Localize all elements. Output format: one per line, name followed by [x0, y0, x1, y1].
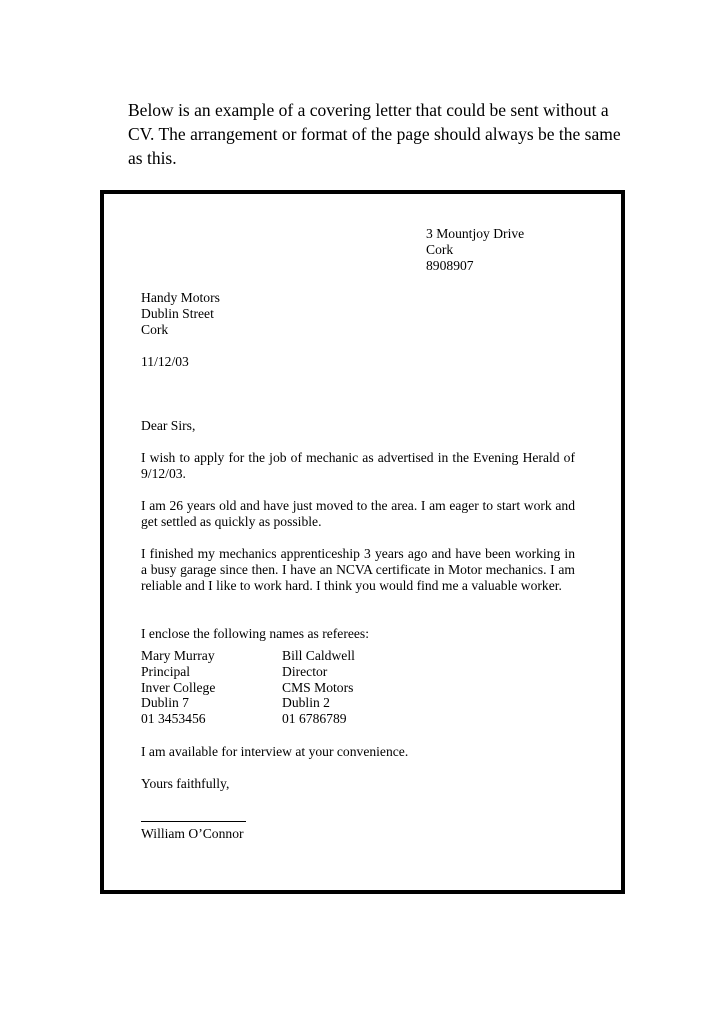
- availability-paragraph: I am available for interview at your convenience.: [141, 744, 409, 759]
- referee-line: Director: [282, 663, 328, 679]
- referee-line: Principal: [141, 663, 191, 679]
- signature-name: William O’Connor: [141, 826, 244, 841]
- referee-line: 01 3453456: [141, 711, 206, 727]
- signature-line: [141, 821, 246, 822]
- sender-address-line: Cork: [426, 242, 454, 257]
- referee-line: Mary Murray: [141, 648, 215, 663]
- referee-line: 01 6786789: [282, 711, 347, 727]
- letter-date: 11/12/03: [141, 354, 189, 369]
- referee-bill-caldwell: [282, 648, 355, 727]
- recipient-address-line: Dublin Street: [141, 306, 214, 321]
- closing: Yours faithfully,: [141, 776, 230, 791]
- letter-paragraph: I am 26 years old and have just moved to the area. I am eager to start work and get settled as quickly as possible.: [141, 498, 575, 529]
- recipient-address-line: Cork: [141, 322, 169, 337]
- referee-line: CMS Motors: [282, 679, 354, 695]
- salutation: Dear Sirs,: [141, 418, 196, 433]
- referee-line: Dublin 2: [282, 695, 330, 711]
- intro-text: Below is an example of a covering letter that could be sent without a CV. The arrangement or format of the page should always be the same as this.: [128, 100, 621, 168]
- recipient-address-line: Handy Motors: [141, 290, 220, 305]
- letter-paragraph: I wish to apply for the job of mechanic as advertised in the Evening Herald of 9/12/03.: [141, 450, 575, 481]
- sender-address-line: 8908907: [426, 258, 474, 273]
- sender-address-line: 3 Mountjoy Drive: [426, 226, 525, 241]
- referee-mary-murray: [141, 648, 215, 727]
- recipient-address: [141, 290, 220, 338]
- referee-line: Inver College: [141, 679, 216, 695]
- letter-paragraph: I enclose the following names as referees:: [141, 626, 369, 641]
- referee-line: Dublin 7: [141, 695, 189, 711]
- letter-paragraph: I finished my mechanics apprenticeship 3 years ago and have been working in a busy garage since then. I have an NCVA certificate in Motor mechanics. I am reliable and I like to work hard. I think you would find me a valuable worker.: [141, 546, 575, 593]
- referee-line: Bill Caldwell: [282, 648, 355, 663]
- sender-address: [426, 226, 524, 274]
